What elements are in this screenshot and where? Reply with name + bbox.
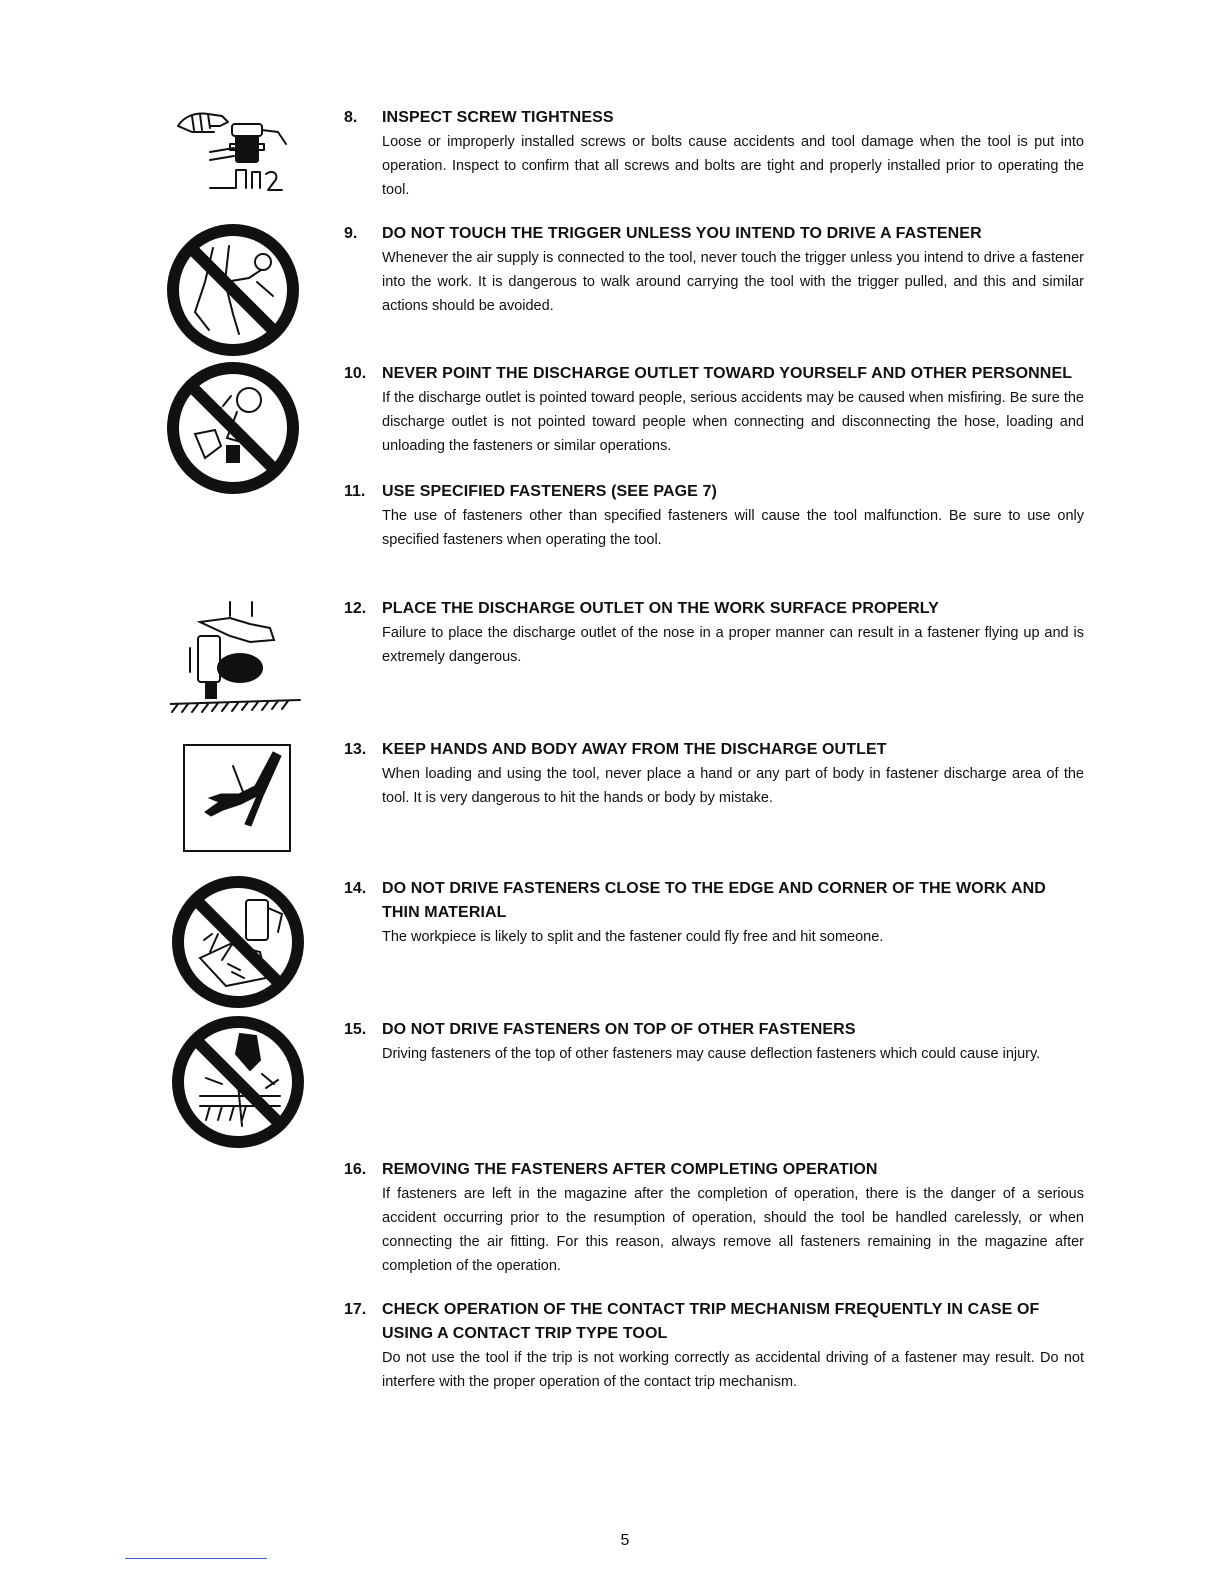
section-body: When loading and using the tool, never place a hand or any part of body in fastener discharge area of the tool. It is very dangerous to hit the hands or body by mistake.	[382, 766, 1084, 806]
section-number: 16.	[344, 1161, 367, 1178]
section-number: 17.	[344, 1301, 367, 1318]
section-number: 12.	[344, 600, 367, 617]
section-title: DO NOT DRIVE FASTENERS ON TOP OF OTHER FASTENERS	[382, 1021, 856, 1038]
section-body: The use of fasteners other than specified fasteners will cause the tool malfunction. Be sure to use only specified fasteners when operating the tool.	[382, 508, 1084, 548]
section-number: 13.	[344, 741, 367, 758]
section-number: 14.	[344, 880, 367, 897]
hand-away-from-outlet-icon	[183, 744, 293, 854]
section-title: DO NOT TOUCH THE TRIGGER UNLESS YOU INTEND TO DRIVE A FASTENER	[382, 225, 982, 242]
no-driving-on-fasteners-icon	[170, 1014, 306, 1150]
no-edge-driving-icon	[170, 874, 306, 1010]
section-title: DO NOT DRIVE FASTENERS CLOSE TO THE EDGE AND CORNER OF THE WORK AND THIN MATERIAL	[382, 880, 1046, 921]
page-number: 5	[620, 1532, 630, 1549]
section-title: NEVER POINT THE DISCHARGE OUTLET TOWARD YOURSELF AND OTHER PERSONNEL	[382, 365, 1073, 382]
section-number: 10.	[344, 365, 367, 382]
section-11	[344, 480, 1084, 552]
section-9	[344, 222, 1084, 318]
section-body: Whenever the air supply is connected to the tool, never touch the trigger unless you intend to drive a fastener into the work. It is dangerous to walk around carrying the tool with the trigger pulled, and this and similar actions should be avoided.	[382, 250, 1084, 314]
section-15	[344, 1018, 1084, 1066]
section-title: REMOVING THE FASTENERS AFTER COMPLETING OPERATION	[382, 1161, 878, 1178]
section-body: Driving fasteners of the top of other fasteners may cause deflection fasteners which could cause injury.	[382, 1046, 1041, 1062]
section-title: PLACE THE DISCHARGE OUTLET ON THE WORK SURFACE PROPERLY	[382, 600, 939, 617]
section-number: 8.	[344, 109, 358, 126]
section-number: 11.	[344, 483, 366, 500]
section-title: KEEP HANDS AND BODY AWAY FROM THE DISCHARGE OUTLET	[382, 741, 887, 758]
section-title: USE SPECIFIED FASTENERS (SEE PAGE 7)	[382, 483, 717, 500]
no-pointing-at-people-icon	[165, 360, 301, 496]
section-body: If fasteners are left in the magazine after the completion of operation, there is the danger of a serious accident occurring prior to the resumption of operation, should the tool be handled carelessly, or when connecting the air fitting. For this reason, always remove all fasteners remaining in the magazine after completion of the operation.	[382, 1186, 1084, 1274]
section-17	[344, 1298, 1084, 1394]
section-title: CHECK OPERATION OF THE CONTACT TRIP MECHANISM FREQUENTLY IN CASE OF USING A CONTACT TRIP TYPE TOOL	[382, 1301, 1040, 1342]
section-title: INSPECT SCREW TIGHTNESS	[382, 109, 614, 126]
section-number: 15.	[344, 1021, 367, 1038]
screw-tightening-hand-icon	[170, 104, 300, 200]
section-10	[344, 362, 1084, 458]
section-number: 9.	[344, 225, 358, 242]
section-12	[344, 597, 1084, 669]
no-trigger-carry-icon	[165, 222, 301, 358]
section-body: If the discharge outlet is pointed toward people, serious accidents may be caused when misfiring. Be sure the discharge outlet is not pointed toward people when connecting and disconnecting the hose, loading and unloading the fasteners or similar operations.	[382, 390, 1084, 454]
section-8	[344, 106, 1084, 202]
footer-rule	[125, 1558, 267, 1559]
section-body: The workpiece is likely to split and the fastener could fly free and hit someone.	[382, 929, 884, 945]
section-13	[344, 738, 1084, 810]
section-16	[344, 1158, 1084, 1278]
section-14	[344, 877, 1084, 949]
section-body: Loose or improperly installed screws or bolts cause accidents and tool damage when the tool is put into operation. Inspect to confirm that all screws and bolts are tight and properly installed prior to operating the tool.	[382, 134, 1084, 198]
nailer-on-surface-icon	[170, 600, 306, 720]
section-body: Do not use the tool if the trip is not working correctly as accidental driving of a fastener may result. Do not interfere with the proper operation of the contact trip mechanism.	[382, 1350, 1084, 1390]
section-body: Failure to place the discharge outlet of the nose in a proper manner can result in a fastener flying up and is extremely dangerous.	[382, 625, 1084, 665]
